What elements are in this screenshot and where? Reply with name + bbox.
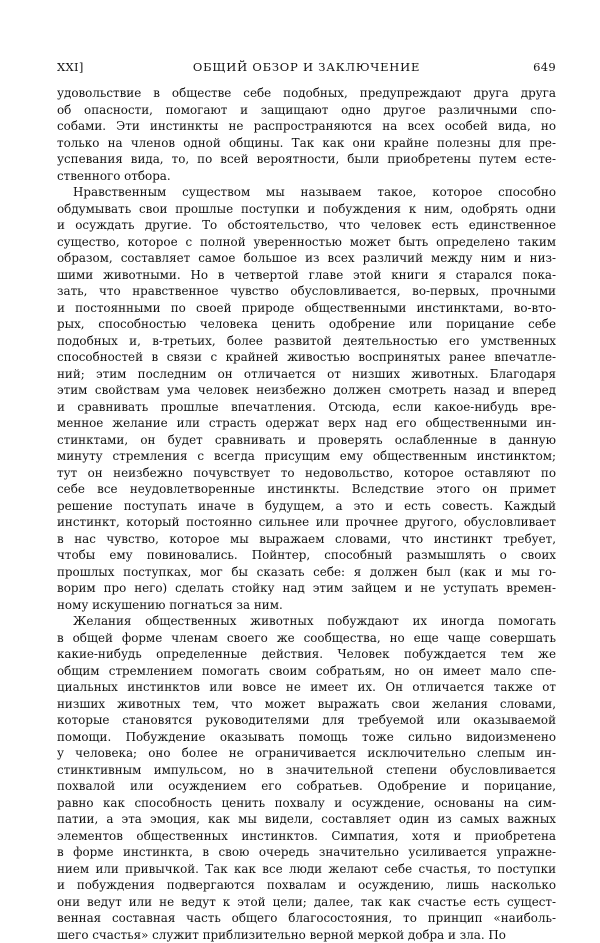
text-line: у человека; оно более не ограничивается исключительно слепым ин-: [57, 745, 556, 762]
text-line: менное желание или страсть одержат верх над его общественными ин-: [57, 415, 556, 432]
text-line: себе все неудовлетворенные инстинкты. Вследствие этого он примет: [57, 481, 556, 498]
text-line: ний; этим последним он отличается от низших животных. Благодаря: [57, 366, 556, 383]
paragraph: [57, 613, 556, 943]
text-line: равно как способность ценить похвалу и осуждение, основаны на сим-: [57, 795, 556, 812]
text-line: и осуждать другие. То обстоятельство, что человек есть единственное: [57, 217, 556, 234]
text-line: патии, а эта эмоция, как мы видели, составляет один из самых важных: [57, 811, 556, 828]
text-line: какие-нибудь определенные действия. Человек побуждается тем же: [57, 646, 556, 663]
text-line: общим стремлением помогать своим собратьям, но он имеет мало спе-: [57, 663, 556, 680]
text-line: минуту стремления с всегда присущим ему общественным инстинктом;: [57, 448, 556, 465]
text-line: удовольствие в обществе себе подобных, предупреждают друга друга: [57, 85, 556, 102]
text-line: Желания общественных животных побуждают их иногда помогать: [57, 613, 556, 630]
text-line: тут он неизбежно почувствует то недовольство, которое оставляют по: [57, 465, 556, 482]
text-line: и постоянными по своей природе общественными инстинктами, во-вто-: [57, 300, 556, 317]
text-line: обдумывать свои прошлые поступки и побуждения к ним, одобрять одни: [57, 201, 556, 218]
text-line: зать, что нравственное чувство обусловливается, во-первых, прочными: [57, 283, 556, 300]
text-line: элементов общественных инстинктов. Симпатия, хотя и приобретена: [57, 828, 556, 845]
text-line: стинктивным импульсом, но в значительной степени обусловливается: [57, 762, 556, 779]
text-line: и побуждения подвергаются похвалам и осуждению, лишь насколько: [57, 877, 556, 894]
text-line: в общей форме членам своего же сообщества, но еще чаще совершать: [57, 630, 556, 647]
text-line: ворим про него) сделать стойку над этим зайцем и не уступать времен-: [57, 580, 556, 597]
text-line: ственного отбора.: [57, 168, 556, 185]
text-line: ному искушению погнаться за ним.: [57, 597, 556, 614]
chapter-number: XXI]: [57, 60, 84, 74]
text-line: в форме инстинкта, в свою очередь значительно усиливается упражне-: [57, 844, 556, 861]
text-line: инстинкт, который постоянно сильнее или прочнее другого, обусловливает: [57, 514, 556, 531]
text-line: подобных и, в-третьих, более развитой деятельностью его умственных: [57, 333, 556, 350]
text-line: помощи. Побуждение оказывать помощь тоже сильно видоизменено: [57, 729, 556, 746]
text-line: собами. Эти инстинкты не распространяются на всех особей вида, но: [57, 118, 556, 135]
text-line: низших животных тем, что может выражать свои желания словами,: [57, 696, 556, 713]
text-line: существо, которое с полной уверенностью может быть определено таким: [57, 234, 556, 251]
text-line: в нас чувство, которое мы выражаем словами, что инстинкт требует,: [57, 531, 556, 548]
text-line: способностей в связи с крайней живостью воспринятых ранее впечатле-: [57, 349, 556, 366]
text-line: Нравственным существом мы называем такое, которое способно: [57, 184, 556, 201]
paragraph: [57, 184, 556, 613]
paragraph: [57, 85, 556, 184]
text-line: об опасности, помогают и защищают одно другое различными спо-: [57, 102, 556, 119]
text-line: венная составная часть общего благосостояния, то принцип «наиболь-: [57, 910, 556, 927]
text-line: шего счастья» служит приблизительно верной меркой добра и зла. По: [57, 927, 556, 943]
text-line: и сравнивать прошлые впечатления. Отсюда, если какое-нибудь вре-: [57, 399, 556, 416]
text-line: образом, составляет самое большое из всех различий между ним и низ-: [57, 250, 556, 267]
text-line: рых, способностью человека ценить одобрение или порицание себе: [57, 316, 556, 333]
text-line: похвалой или осуждением его собратьев. Одобрение и порицание,: [57, 778, 556, 795]
running-header: [57, 60, 556, 80]
text-line: циальных инстинктов или вовсе не имеет их. Он отличается также от: [57, 679, 556, 696]
text-line: стинктами, он будет сравнивать и проверять ослабленные в данную: [57, 432, 556, 449]
body-text: [57, 85, 556, 943]
text-line: шими животными. Но в четвертой главе этой книги я старался пока-: [57, 267, 556, 284]
text-line: только на членов одной общины. Так как они крайне полезны для пре-: [57, 135, 556, 152]
text-line: нием или привычкой. Так как все люди желают себе счастья, то поступки: [57, 861, 556, 878]
running-title: ОБЩИЙ ОБЗОР И ЗАКЛЮЧЕНИЕ: [57, 60, 556, 74]
text-line: этим свойствам ума человек неизбежно должен смотреть назад и вперед: [57, 382, 556, 399]
text-line: чтобы ему повиновались. Пойнтер, способный размышлять о своих: [57, 547, 556, 564]
page-number: 649: [533, 60, 556, 74]
text-line: которые становятся руководителями для требуемой или оказываемой: [57, 712, 556, 729]
text-line: прошлых поступках, мог бы сказать себе: я должен был (как и мы го-: [57, 564, 556, 581]
text-line: они ведут или не ведут к этой цели; далее, так как счастье есть сущест-: [57, 894, 556, 911]
text-line: решение поступать иначе в будущем, а это и есть совесть. Каждый: [57, 498, 556, 515]
text-line: успевания вида, то, по всей вероятности, были приобретены путем есте-: [57, 151, 556, 168]
